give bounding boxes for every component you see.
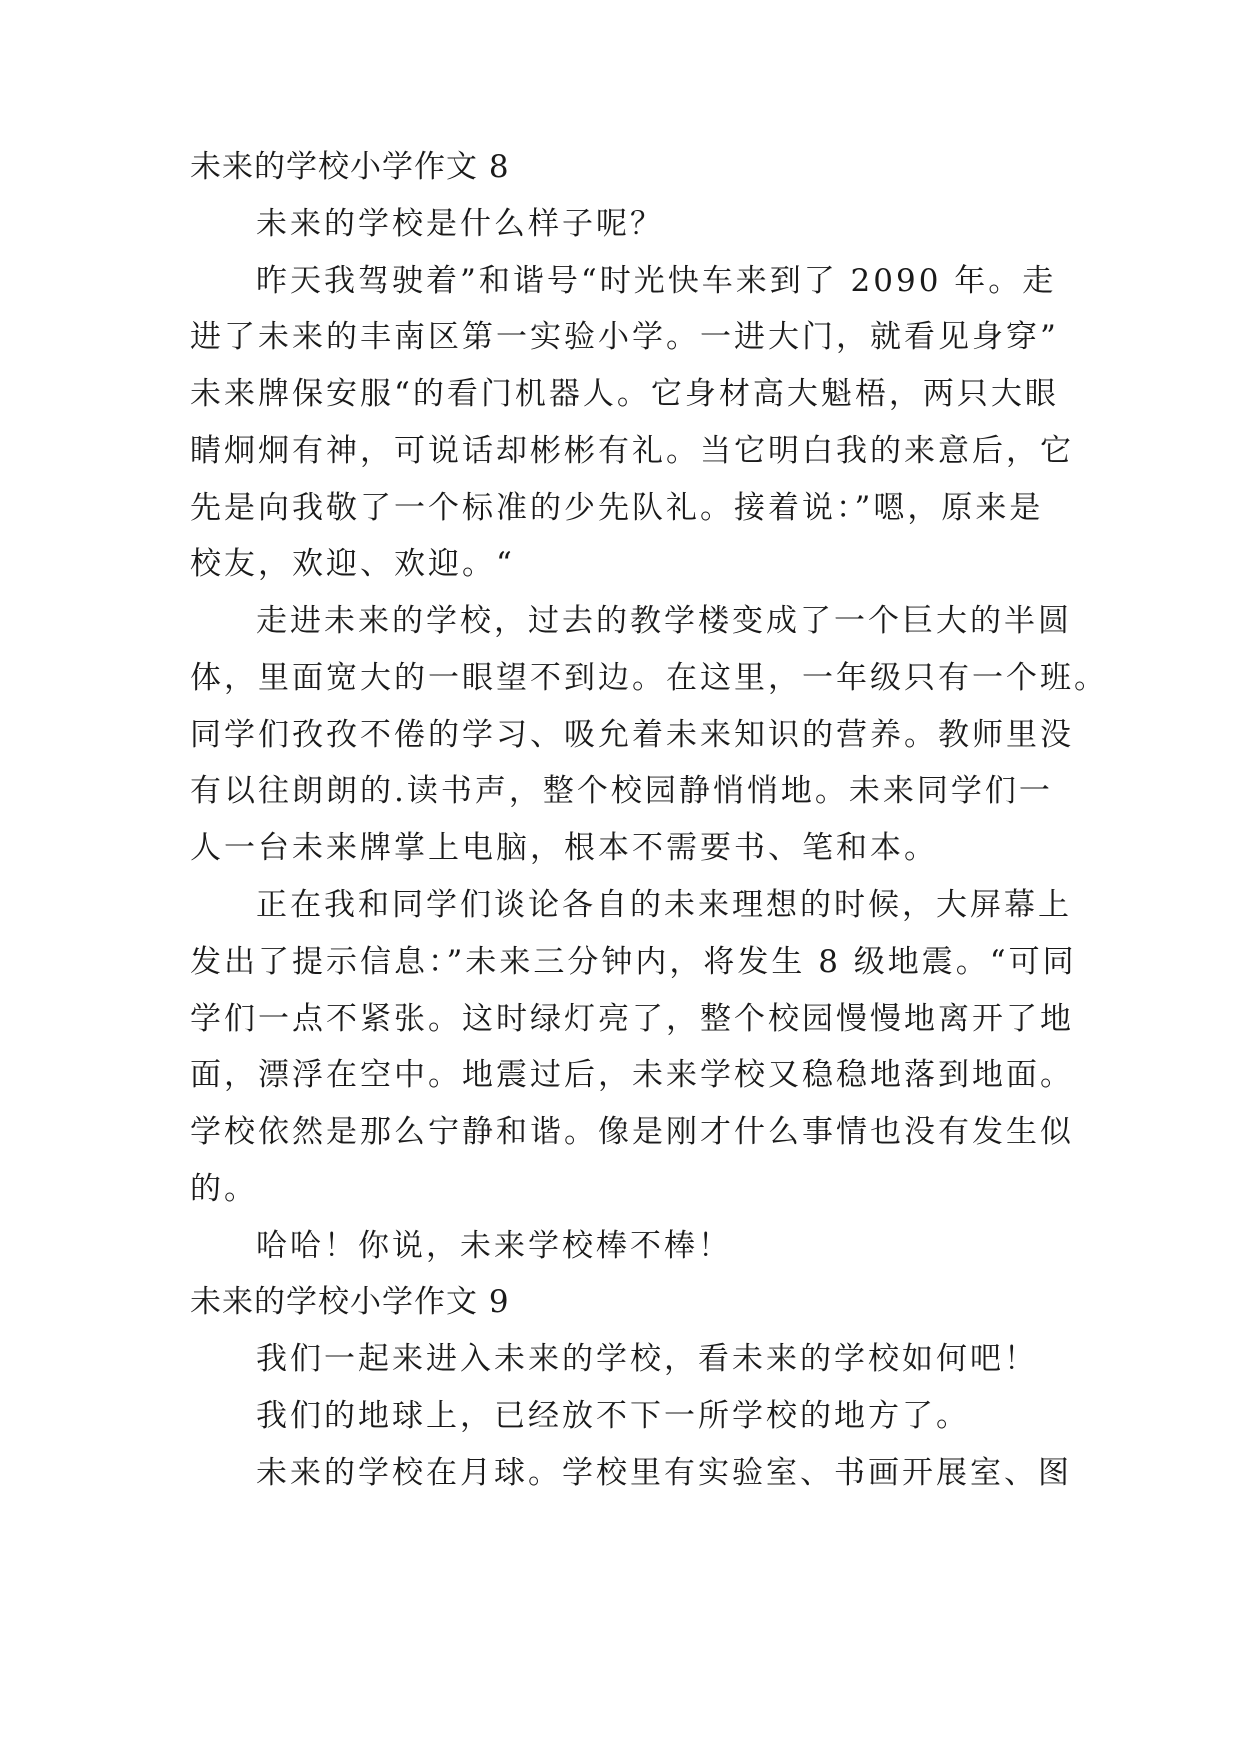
essay-9-title: 未来的学校小学作文 9	[190, 1284, 510, 1320]
essay-8-line: 进了未来的丰南区第一实验小学。一进大门，就看见身穿”	[190, 319, 1059, 355]
essay-8-line: 睛炯炯有神，可说话却彬彬有礼。当它明白我的来意后，它	[190, 433, 1074, 469]
essay-8-line: 正在我和同学们谈论各自的未来理想的时候，大屏幕上	[256, 887, 1072, 923]
essay-8-line: 走进未来的学校，过去的教学楼变成了一个巨大的半圆	[256, 603, 1072, 639]
essay-8-line: 的。	[190, 1171, 258, 1207]
essay-9-line: 我们一起来进入未来的学校，看未来的学校如何吧！	[256, 1341, 1038, 1377]
essay-8-line: 未来牌保安服“的看门机器人。它身材高大魁梧，两只大眼	[190, 376, 1059, 412]
essay-9-line: 我们的地球上，已经放不下一所学校的地方了。	[256, 1398, 970, 1434]
essay-8-line: 学校依然是那么宁静和谐。像是刚才什么事情也没有发生似	[190, 1114, 1074, 1150]
essay-8-line: 人一台未来牌掌上电脑，根本不需要书、笔和本。	[190, 830, 938, 866]
essay-8-line: 学们一点不紧张。这时绿灯亮了，整个校园慢慢地离开了地	[190, 1001, 1074, 1037]
essay-8-line: 未来的学校是什么样子呢？	[256, 206, 664, 242]
essay-8-line: 校友，欢迎、欢迎。“	[190, 546, 515, 582]
essay-8-line: 同学们孜孜不倦的学习、吸允着未来知识的营养。教师里没	[190, 717, 1074, 753]
essay-8-line: 体，里面宽大的一眼望不到边。在这里，一年级只有一个班。	[190, 660, 1108, 696]
essay-9-line: 未来的学校在月球。学校里有实验室、书画开展室、图	[256, 1455, 1072, 1491]
essay-8-title: 未来的学校小学作文 8	[190, 149, 510, 185]
essay-8-line: 哈哈！你说，未来学校棒不棒！	[256, 1228, 732, 1264]
essay-8-line: 面，漂浮在空中。地震过后，未来学校又稳稳地落到地面。	[190, 1057, 1074, 1093]
essay-8-line: 发出了提示信息：”未来三分钟内，将发生 8 级地震。“可同	[190, 944, 1077, 980]
essay-8-line: 有以往朗朗的.读书声，整个校园静悄悄地。未来同学们一	[190, 773, 1053, 809]
essay-8-line: 先是向我敬了一个标准的少先队礼。接着说：”嗯，原来是	[190, 490, 1044, 526]
essay-8-line: 昨天我驾驶着”和谐号“时光快车来到了 2090 年。走	[256, 263, 1057, 299]
